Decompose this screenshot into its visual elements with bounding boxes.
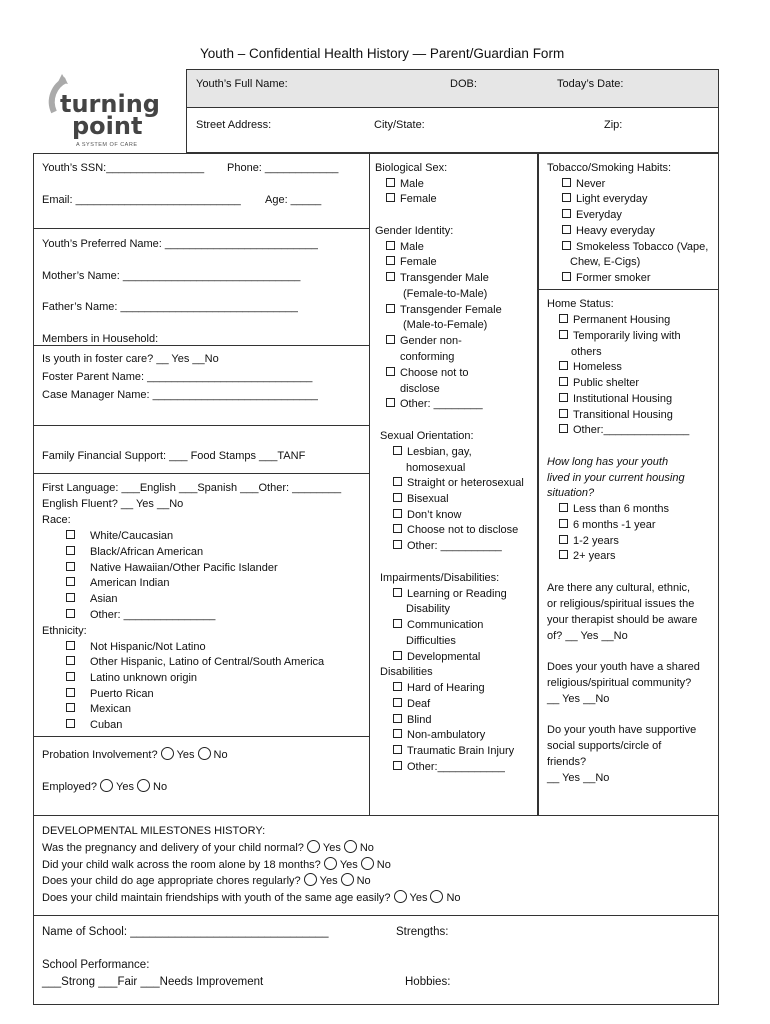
checkbox-icon[interactable] (393, 729, 402, 738)
checkbox-icon[interactable] (66, 656, 75, 665)
checkbox-icon[interactable] (559, 314, 568, 323)
checkbox-icon[interactable] (393, 714, 402, 723)
city-state-label: City/State: (374, 119, 425, 131)
checkbox-icon[interactable] (559, 519, 568, 528)
impairment-option[interactable]: Other:___________ (393, 760, 505, 774)
gender-label: Gender Identity: (375, 225, 454, 237)
bio-sex-label: Biological Sex: (375, 162, 448, 174)
checkbox-icon[interactable] (559, 330, 568, 339)
gender-option[interactable]: Female (386, 255, 437, 269)
checkbox-icon[interactable] (559, 361, 568, 370)
checkbox-icon[interactable] (386, 367, 395, 376)
radio-yes-icon[interactable] (394, 890, 407, 903)
howlong-question: How long has your youth (547, 456, 669, 468)
checkbox-icon[interactable] (562, 241, 571, 250)
radio-yes-icon[interactable] (307, 840, 320, 853)
checkbox-icon[interactable] (386, 256, 395, 265)
checkbox-icon[interactable] (66, 577, 75, 586)
mother-name-field[interactable]: Mother’s Name: _____________________________ (42, 270, 301, 282)
checkbox-icon[interactable] (66, 593, 75, 602)
turning-point-logo (38, 70, 178, 150)
spiritual-question: Does your youth have a shared (547, 661, 700, 673)
race-option[interactable]: Native Hawaiian/Other Pacific Islander (66, 561, 278, 575)
financial-support-field[interactable]: Family Financial Support: ___ Food Stamps ___TANF (42, 450, 306, 462)
checkbox-icon[interactable] (386, 193, 395, 202)
form-title: Youth – Confidential Health History — Parent/Guardian Form (200, 46, 565, 61)
race-option[interactable]: Asian (66, 592, 118, 606)
support-question: friends? (547, 756, 587, 768)
checkbox-icon[interactable] (393, 698, 402, 707)
checkbox-icon[interactable] (66, 703, 75, 712)
foster-care-question[interactable]: Is youth in foster care? __ Yes __No (42, 353, 219, 365)
home-option[interactable]: Temporarily living with (559, 329, 681, 343)
cultural-question: or religious/spiritual issues the (547, 598, 695, 610)
radio-yes-icon[interactable] (100, 779, 113, 792)
checkbox-icon[interactable] (66, 641, 75, 650)
bio-sex-option[interactable]: Female (386, 192, 437, 206)
home-option[interactable]: Homeless (559, 360, 622, 374)
radio-yes-icon[interactable] (161, 747, 174, 760)
gender-option-cont: (Female-to-Male) (403, 288, 488, 300)
radio-yes-icon[interactable] (304, 873, 317, 886)
logo-word-turning: turning (60, 90, 160, 118)
race-option[interactable]: Black/African American (66, 545, 203, 559)
school-performance-options[interactable]: ___Strong ___Fair ___Needs Improvement (42, 976, 264, 988)
checkbox-icon[interactable] (66, 562, 75, 571)
logo-tagline: A SYSTEM OF CARE (76, 142, 138, 148)
todays-date-label: Today’s Date: (557, 78, 624, 90)
ethnicity-option[interactable]: Mexican (66, 702, 131, 716)
gender-option[interactable]: Choose not to (386, 366, 469, 380)
orientation-option[interactable]: Bisexual (393, 492, 449, 506)
checkbox-icon[interactable] (562, 225, 571, 234)
checkbox-icon[interactable] (393, 761, 402, 770)
radio-yes-icon[interactable] (324, 857, 337, 870)
hobbies-field[interactable]: Hobbies: (405, 976, 451, 988)
tobacco-option[interactable]: Light everyday (562, 192, 648, 206)
school-performance-label: School Performance: (42, 959, 150, 971)
race-option[interactable]: American Indian (66, 576, 170, 590)
zip-label: Zip: (604, 119, 623, 131)
radio-no-icon[interactable] (341, 873, 354, 886)
gender-option-cont: disclose (400, 383, 440, 395)
support-question: social supports/circle of (547, 740, 662, 752)
dob-label: DOB: (450, 78, 477, 90)
checkbox-icon[interactable] (386, 241, 395, 250)
home-option[interactable]: Transitional Housing (559, 408, 673, 422)
checkbox-icon[interactable] (386, 304, 395, 313)
race-label: Race: (42, 514, 71, 526)
radio-no-icon[interactable] (430, 890, 443, 903)
checkbox-icon[interactable] (393, 619, 402, 628)
checkbox-icon[interactable] (386, 398, 395, 407)
gender-option[interactable]: Transgender Female (386, 303, 502, 317)
checkbox-icon[interactable] (559, 503, 568, 512)
impairment-option[interactable]: Non-ambulatory (393, 728, 485, 742)
support-question: Do your youth have supportive (547, 724, 697, 736)
members-household-field[interactable]: Members in Household: (42, 333, 159, 345)
checkbox-icon[interactable] (386, 178, 395, 187)
impairments-label: Impairments/Disabilities: (380, 572, 500, 584)
ethnicity-label: Ethnicity: (42, 625, 87, 637)
checkbox-icon[interactable] (393, 493, 402, 502)
impairment-option-cont: Disabilities (380, 666, 433, 678)
developmental-label: DEVELOPMENTAL MILESTONES HISTORY: (42, 825, 266, 837)
impairment-option[interactable]: Hard of Hearing (393, 681, 485, 695)
checkbox-icon[interactable] (386, 272, 395, 281)
tobacco-option[interactable]: Everyday (562, 208, 622, 222)
checkbox-icon[interactable] (559, 377, 568, 386)
orientation-label: Sexual Orientation: (380, 430, 474, 442)
case-manager-field[interactable]: Case Manager Name: ___________________________ (42, 389, 318, 401)
duration-option[interactable]: 6 months -1 year (559, 518, 656, 532)
impairment-option[interactable]: Learning or Reading (393, 587, 507, 601)
spiritual-question: religious/spiritual community? (547, 677, 692, 689)
ethnicity-option[interactable]: Puerto Rican (66, 687, 154, 701)
full-name-label: Youth’s Full Name: (196, 78, 288, 90)
school-name-field[interactable]: Name of School: _______________________________ (42, 926, 329, 938)
employed-question: Employed? Yes No (42, 781, 168, 793)
home-option[interactable]: Permanent Housing (559, 313, 670, 327)
checkbox-icon[interactable] (393, 682, 402, 691)
ethnicity-option[interactable]: Other Hispanic, Latino of Central/South America (66, 655, 324, 669)
dev-question: Does your child maintain friendships with youth of the same age easily? Yes No (42, 892, 461, 904)
father-name-field[interactable]: Father’s Name: _____________________________ (42, 301, 298, 313)
gender-option[interactable]: Gender non- (386, 334, 462, 348)
radio-no-icon[interactable] (344, 840, 357, 853)
cultural-question: your therapist should be aware (547, 614, 698, 626)
radio-no-icon[interactable] (361, 857, 374, 870)
tobacco-option[interactable]: Never (562, 177, 605, 191)
checkbox-icon[interactable] (559, 409, 568, 418)
race-option[interactable]: White/Caucasian (66, 529, 173, 543)
spiritual-question-answer[interactable]: __ Yes __No (547, 693, 610, 705)
orientation-option[interactable]: Don’t know (393, 508, 461, 522)
home-status-label: Home Status: (547, 298, 614, 310)
checkbox-icon[interactable] (393, 588, 402, 597)
bio-sex-option[interactable]: Male (386, 177, 424, 191)
street-address-label: Street Address: (196, 119, 272, 131)
checkbox-icon[interactable] (66, 672, 75, 681)
tobacco-option-cont: Chew, E-Cigs) (570, 256, 641, 268)
howlong-question: lived in your current housing (547, 472, 685, 484)
checkbox-icon[interactable] (393, 540, 402, 549)
checkbox-icon[interactable] (562, 178, 571, 187)
checkbox-icon[interactable] (386, 335, 395, 344)
checkbox-icon[interactable] (393, 509, 402, 518)
gender-option-cont: conforming (400, 351, 455, 363)
checkbox-icon[interactable] (559, 393, 568, 402)
checkbox-icon[interactable] (559, 424, 568, 433)
impairment-option[interactable]: Blind (393, 713, 431, 727)
home-option[interactable]: Other:______________ (559, 423, 689, 437)
impairment-option[interactable]: Communication (393, 618, 483, 632)
howlong-question: situation? (547, 487, 595, 499)
gender-option[interactable]: Male (386, 240, 424, 254)
dev-question: Does your child do age appropriate chores regularly? Yes No (42, 875, 371, 887)
home-option[interactable]: Institutional Housing (559, 392, 672, 406)
dev-question: Was the pregnancy and delivery of your child normal? Yes No (42, 842, 374, 854)
race-option[interactable]: Other: _______________ (66, 608, 215, 622)
tobacco-label: Tobacco/Smoking Habits: (547, 162, 672, 174)
impairment-option-cont: Disability (406, 603, 451, 615)
first-language-field[interactable]: First Language: ___English ___Spanish ___Other: ________ (42, 482, 342, 494)
checkbox-icon[interactable] (393, 524, 402, 533)
orientation-option[interactable]: Choose not to disclose (393, 523, 518, 537)
tobacco-option[interactable]: Heavy everyday (562, 224, 655, 238)
checkbox-icon[interactable] (66, 546, 75, 555)
checkbox-icon[interactable] (66, 688, 75, 697)
ssn-field[interactable]: Youth’s SSN:________________ (42, 162, 205, 174)
duration-option[interactable]: Less than 6 months (559, 502, 669, 516)
duration-option[interactable]: 1-2 years (559, 534, 619, 548)
english-fluent-field[interactable]: English Fluent? __ Yes __No (42, 498, 184, 510)
checkbox-icon[interactable] (562, 193, 571, 202)
ethnicity-option[interactable]: Latino unknown origin (66, 671, 197, 685)
orientation-option[interactable]: Straight or heterosexual (393, 476, 524, 490)
orientation-option[interactable]: Other: __________ (393, 539, 502, 553)
orientation-option-cont: homosexual (406, 462, 466, 474)
impairment-option[interactable]: Developmental (393, 650, 480, 664)
home-option[interactable]: Public shelter (559, 376, 639, 390)
ethnicity-option[interactable]: Cuban (66, 718, 122, 732)
home-option-cont: others (571, 346, 602, 358)
cultural-question-answer[interactable]: of? __ Yes __No (547, 630, 628, 642)
checkbox-icon[interactable] (66, 719, 75, 728)
checkbox-icon[interactable] (66, 609, 75, 618)
checkbox-icon[interactable] (393, 651, 402, 660)
email-field[interactable]: Email: ___________________________ (42, 194, 241, 206)
impairment-option[interactable]: Deaf (393, 697, 430, 711)
gender-option[interactable]: Other: ________ (386, 397, 483, 411)
checkbox-icon[interactable] (393, 446, 402, 455)
dev-question: Did your child walk across the room alone by 18 months? Yes No (42, 859, 391, 871)
impairment-option[interactable]: Traumatic Brain Injury (393, 744, 514, 758)
logo-word-point: point (72, 112, 143, 140)
probation-question: Probation Involvement? Yes No (42, 749, 228, 761)
orientation-option[interactable]: Lesbian, gay, (393, 445, 472, 459)
radio-no-icon[interactable] (137, 779, 150, 792)
gender-option[interactable]: Transgender Male (386, 271, 489, 285)
radio-no-icon[interactable] (198, 747, 211, 760)
checkbox-icon[interactable] (562, 209, 571, 218)
strengths-field[interactable]: Strengths: (396, 926, 449, 938)
tobacco-option[interactable]: Smokeless Tobacco (Vape, (562, 240, 708, 254)
checkbox-icon[interactable] (559, 550, 568, 559)
preferred-name-field[interactable]: Youth’s Preferred Name: _________________________ (42, 238, 318, 250)
impairment-option-cont: Difficulties (406, 635, 456, 647)
checkbox-icon[interactable] (559, 535, 568, 544)
checkbox-icon[interactable] (393, 477, 402, 486)
checkbox-icon[interactable] (66, 530, 75, 539)
foster-parent-field[interactable]: Foster Parent Name: ___________________________ (42, 371, 313, 383)
cultural-question: Are there any cultural, ethnic, (547, 582, 691, 594)
duration-option[interactable]: 2+ years (559, 549, 616, 563)
gender-option-cont: (Male-to-Female) (403, 319, 488, 331)
phone-field[interactable]: Phone: ____________ (227, 162, 339, 174)
tobacco-option[interactable]: Former smoker (562, 271, 651, 285)
ethnicity-option[interactable]: Not Hispanic/Not Latino (66, 640, 206, 654)
checkbox-icon[interactable] (393, 745, 402, 754)
age-field[interactable]: Age: _____ (265, 194, 322, 206)
support-question-answer[interactable]: __ Yes __No (547, 772, 610, 784)
checkbox-icon[interactable] (562, 272, 571, 281)
